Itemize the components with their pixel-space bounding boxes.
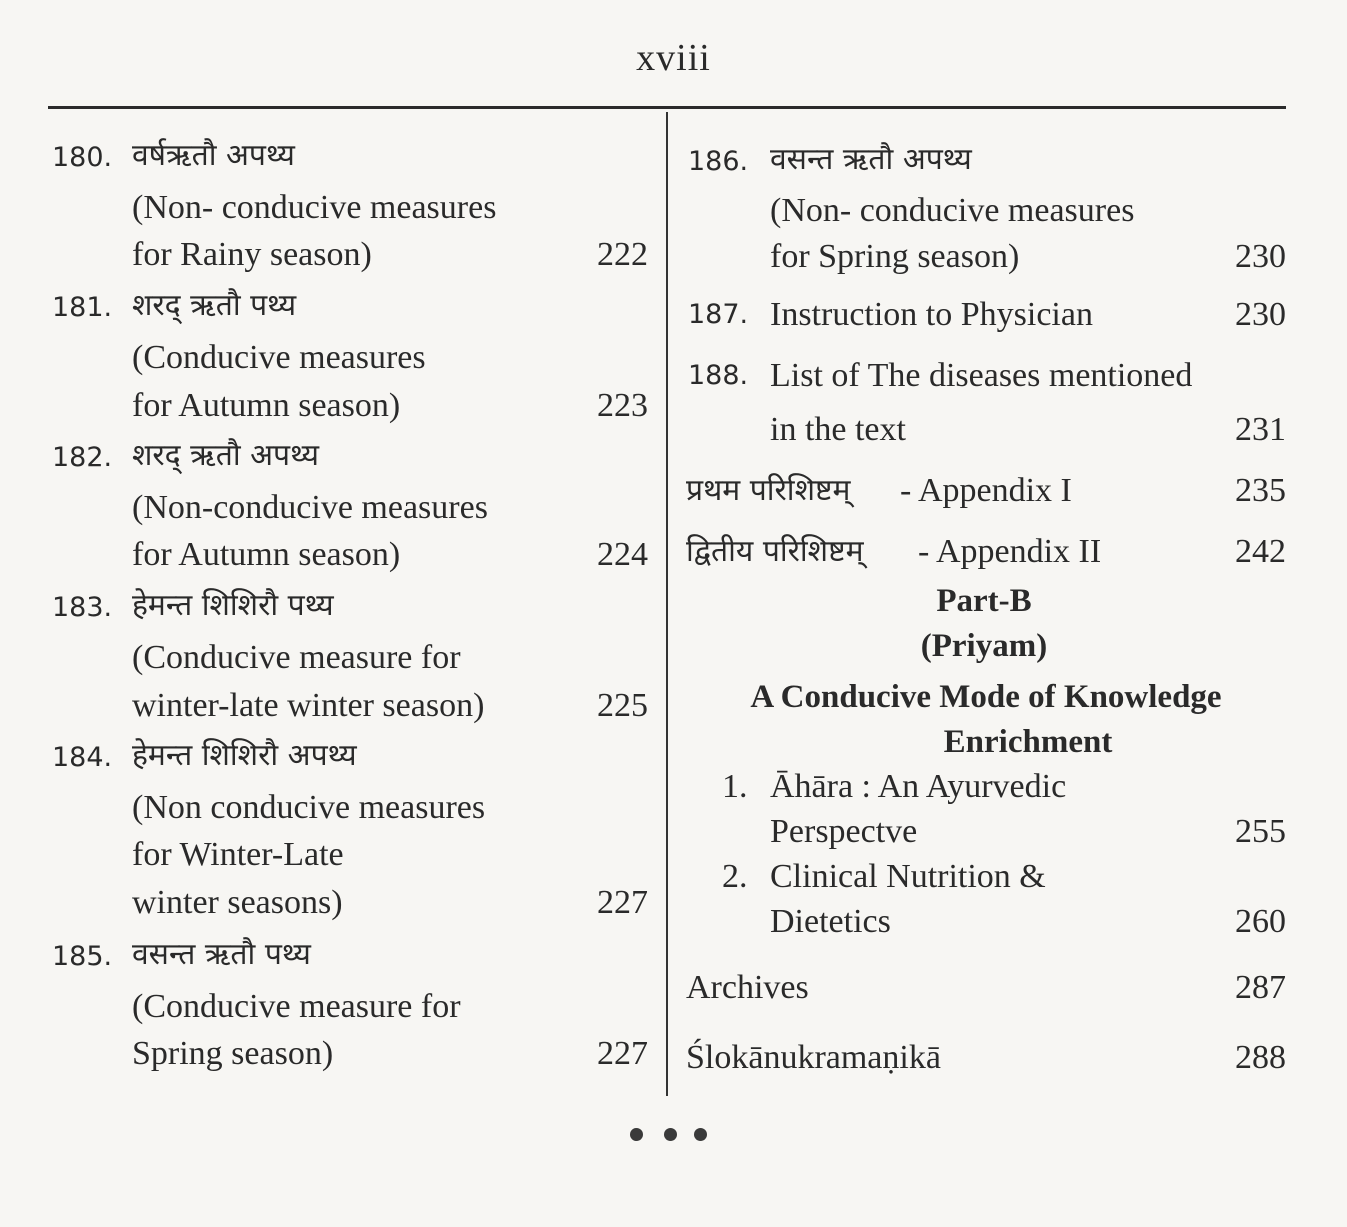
part-b-heading: A Conducive Mode of Knowledge: [750, 679, 1222, 715]
entry-sanskrit-title: शरद् ऋतौ पथ्य: [132, 288, 297, 323]
entry-number: 185.: [52, 941, 113, 972]
entry-number: 186.: [688, 146, 749, 177]
entry-page-number: 225: [597, 687, 648, 724]
entry-english-line: (Non-conducive measures: [132, 489, 488, 526]
part-b-heading-continued: Enrichment: [943, 724, 1113, 760]
entry-english-line: for Autumn season): [132, 536, 401, 573]
entry-english-line: (Non- conducive measures: [132, 189, 497, 226]
entry-page-number: 231: [1235, 411, 1286, 448]
entry-title-continued: in the text: [770, 411, 906, 448]
item-number: 1.: [722, 768, 748, 805]
entry-page-number: 230: [1235, 296, 1286, 333]
appendix-label: - Appendix II: [918, 533, 1102, 570]
item-title: Clinical Nutrition &: [770, 858, 1046, 895]
entry-english-line: winter seasons): [132, 884, 343, 921]
end-ornament: [626, 1128, 716, 1144]
page-number: xviii: [636, 37, 711, 79]
entry-page-number: 227: [597, 884, 648, 921]
item-title: Āhāra : An Ayurvedic: [770, 768, 1067, 805]
part-b-subtitle: (Priyam): [920, 628, 1048, 664]
entry-page-number: 235: [1235, 472, 1286, 509]
entry-english-line: Spring season): [132, 1035, 334, 1072]
entry-number: 188.: [688, 360, 749, 391]
entry-number: 180.: [52, 142, 113, 173]
entry-english-line: (Conducive measures: [132, 339, 426, 376]
entry-title: Instruction to Physician: [770, 296, 1093, 333]
ornament-dot: [664, 1128, 677, 1141]
entry-sanskrit-title: हेमन्त शिशिरौ अपथ्य: [132, 738, 357, 773]
item-number: 2.: [722, 858, 748, 895]
entry-english-line: (Non- conducive measures: [770, 192, 1135, 229]
back-matter-label: Archives: [686, 969, 809, 1006]
entry-english-line: for Autumn season): [132, 387, 401, 424]
entry-page-number: 288: [1235, 1039, 1286, 1076]
entry-title: List of The diseases mentioned: [770, 357, 1193, 394]
appendix-sanskrit-title: प्रथम परिशिष्टम्: [686, 473, 851, 508]
header-rule: [48, 106, 1286, 109]
entry-number: 187.: [688, 299, 749, 330]
entry-english-line: (Conducive measure for: [132, 639, 461, 676]
back-matter-label: Ślokānukramaṇikā: [686, 1039, 941, 1076]
entry-sanskrit-title: वर्षऋतौ अपथ्य: [132, 138, 295, 173]
entry-number: 182.: [52, 442, 113, 473]
entry-english-line: winter-late winter season): [132, 687, 485, 724]
entry-page-number: 222: [597, 236, 648, 273]
entry-number: 184.: [52, 742, 113, 773]
entry-english-line: (Conducive measure for: [132, 988, 461, 1025]
entry-page-number: 224: [597, 536, 648, 573]
item-title-continued: Dietetics: [770, 903, 891, 940]
entry-sanskrit-title: शरद् ऋतौ अपथ्य: [132, 438, 320, 473]
entry-page-number: 260: [1235, 903, 1286, 940]
entry-number: 181.: [52, 292, 113, 323]
part-b-title: Part-B: [936, 583, 1032, 619]
entry-page-number: 255: [1235, 813, 1286, 850]
item-title-continued: Perspectve: [770, 813, 918, 850]
entry-page-number: 287: [1235, 969, 1286, 1006]
entry-english-line: (Non conducive measures: [132, 789, 486, 826]
entry-english-line: for Rainy season): [132, 236, 372, 273]
entry-sanskrit-title: वसन्त ऋतौ पथ्य: [132, 937, 311, 972]
entry-page-number: 242: [1235, 533, 1286, 570]
entry-number: 183.: [52, 592, 113, 623]
appendix-sanskrit-title: द्वितीय परिशिष्टम्: [686, 534, 864, 569]
entry-english-line: for Winter-Late: [132, 836, 344, 873]
entry-page-number: 227: [597, 1035, 648, 1072]
entry-sanskrit-title: वसन्त ऋतौ अपथ्य: [770, 142, 972, 177]
ornament-dot: [694, 1128, 707, 1141]
column-divider: [666, 112, 668, 1096]
appendix-label: - Appendix I: [900, 472, 1072, 509]
entry-page-number: 223: [597, 387, 648, 424]
entry-page-number: 230: [1235, 238, 1286, 275]
entry-english-line: for Spring season): [770, 238, 1020, 275]
entry-sanskrit-title: हेमन्त शिशिरौ पथ्य: [132, 588, 334, 623]
ornament-dot: [630, 1128, 643, 1141]
